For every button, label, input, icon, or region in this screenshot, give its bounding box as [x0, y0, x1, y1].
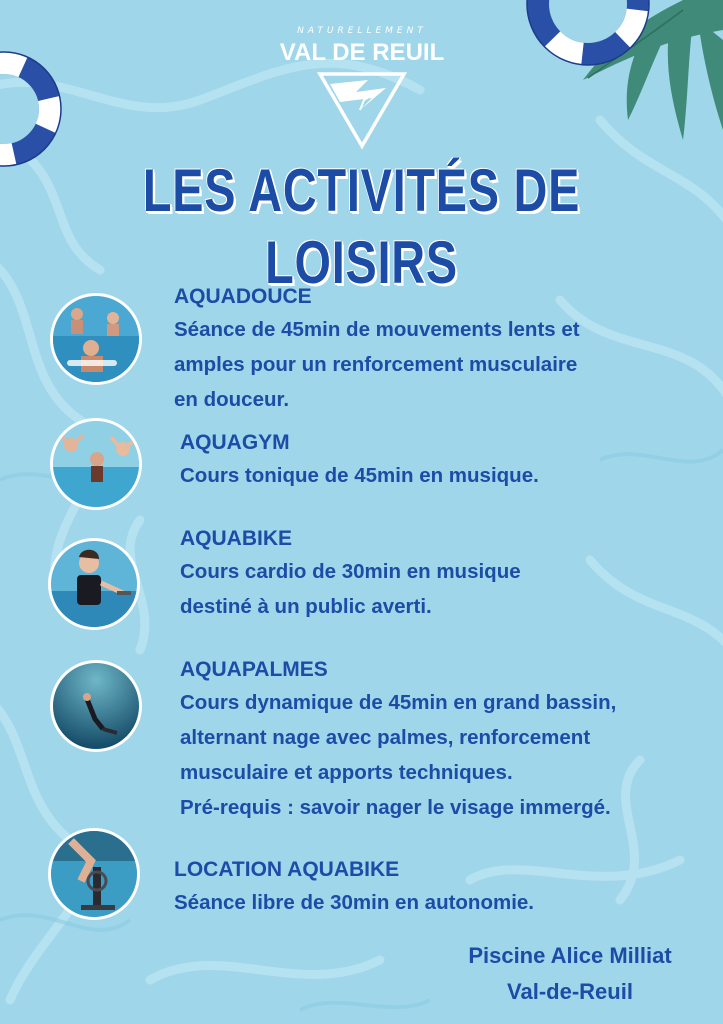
aquadouce-photo — [50, 293, 142, 385]
aquagym-photo — [50, 418, 142, 510]
activity-description-line: Cours cardio de 30min en musique — [180, 560, 521, 583]
aquapalmes-photo — [50, 660, 142, 752]
activity-name: AQUAGYM — [180, 431, 290, 454]
activity-description-line: en douceur. — [174, 388, 290, 411]
logo-triangle-icon — [316, 70, 408, 150]
activity-description-line: Séance de 45min de mouvements lents et — [174, 318, 580, 341]
activity-name: AQUADOUCE — [174, 285, 312, 308]
activity-description-line: Pré-requis : savoir nager le visage immergé. — [180, 796, 611, 819]
lifebuoy-right-icon — [514, 0, 662, 74]
activity-description-line: destiné à un public averti. — [180, 595, 432, 618]
activity-description-line: amples pour un renforcement musculaire — [174, 353, 578, 376]
venue-city: Val-de-Reuil — [507, 979, 633, 1004]
location-aquabike-photo — [48, 828, 140, 920]
activity-name: AQUAPALMES — [180, 658, 328, 681]
activity-name: LOCATION AQUABIKE — [174, 858, 400, 881]
activity-description-line: Cours tonique de 45min en musique. — [180, 464, 539, 487]
lifebuoy-left-icon — [0, 44, 64, 174]
logo-tagline: NATURELLEMENT — [297, 26, 427, 36]
page-title: LES ACTIVITÉS DE LOISIRS — [142, 157, 581, 296]
logo-name: VAL DE REUIL — [279, 39, 445, 66]
activity-description-line: Cours dynamique de 45min en grand bassin, — [180, 691, 617, 714]
aquabike-photo — [48, 538, 140, 630]
venue-footer — [420, 938, 720, 1010]
activity-description-line: musculaire et apports techniques. — [180, 761, 513, 784]
activity-description-line: alternant nage avec palmes, renforcement — [180, 726, 591, 749]
val-de-reuil-logo — [262, 26, 462, 156]
venue-name: Piscine Alice Milliat — [468, 943, 672, 968]
activity-description-line: Séance libre de 30min en autonomie. — [174, 891, 535, 914]
activity-name: AQUABIKE — [180, 527, 293, 550]
